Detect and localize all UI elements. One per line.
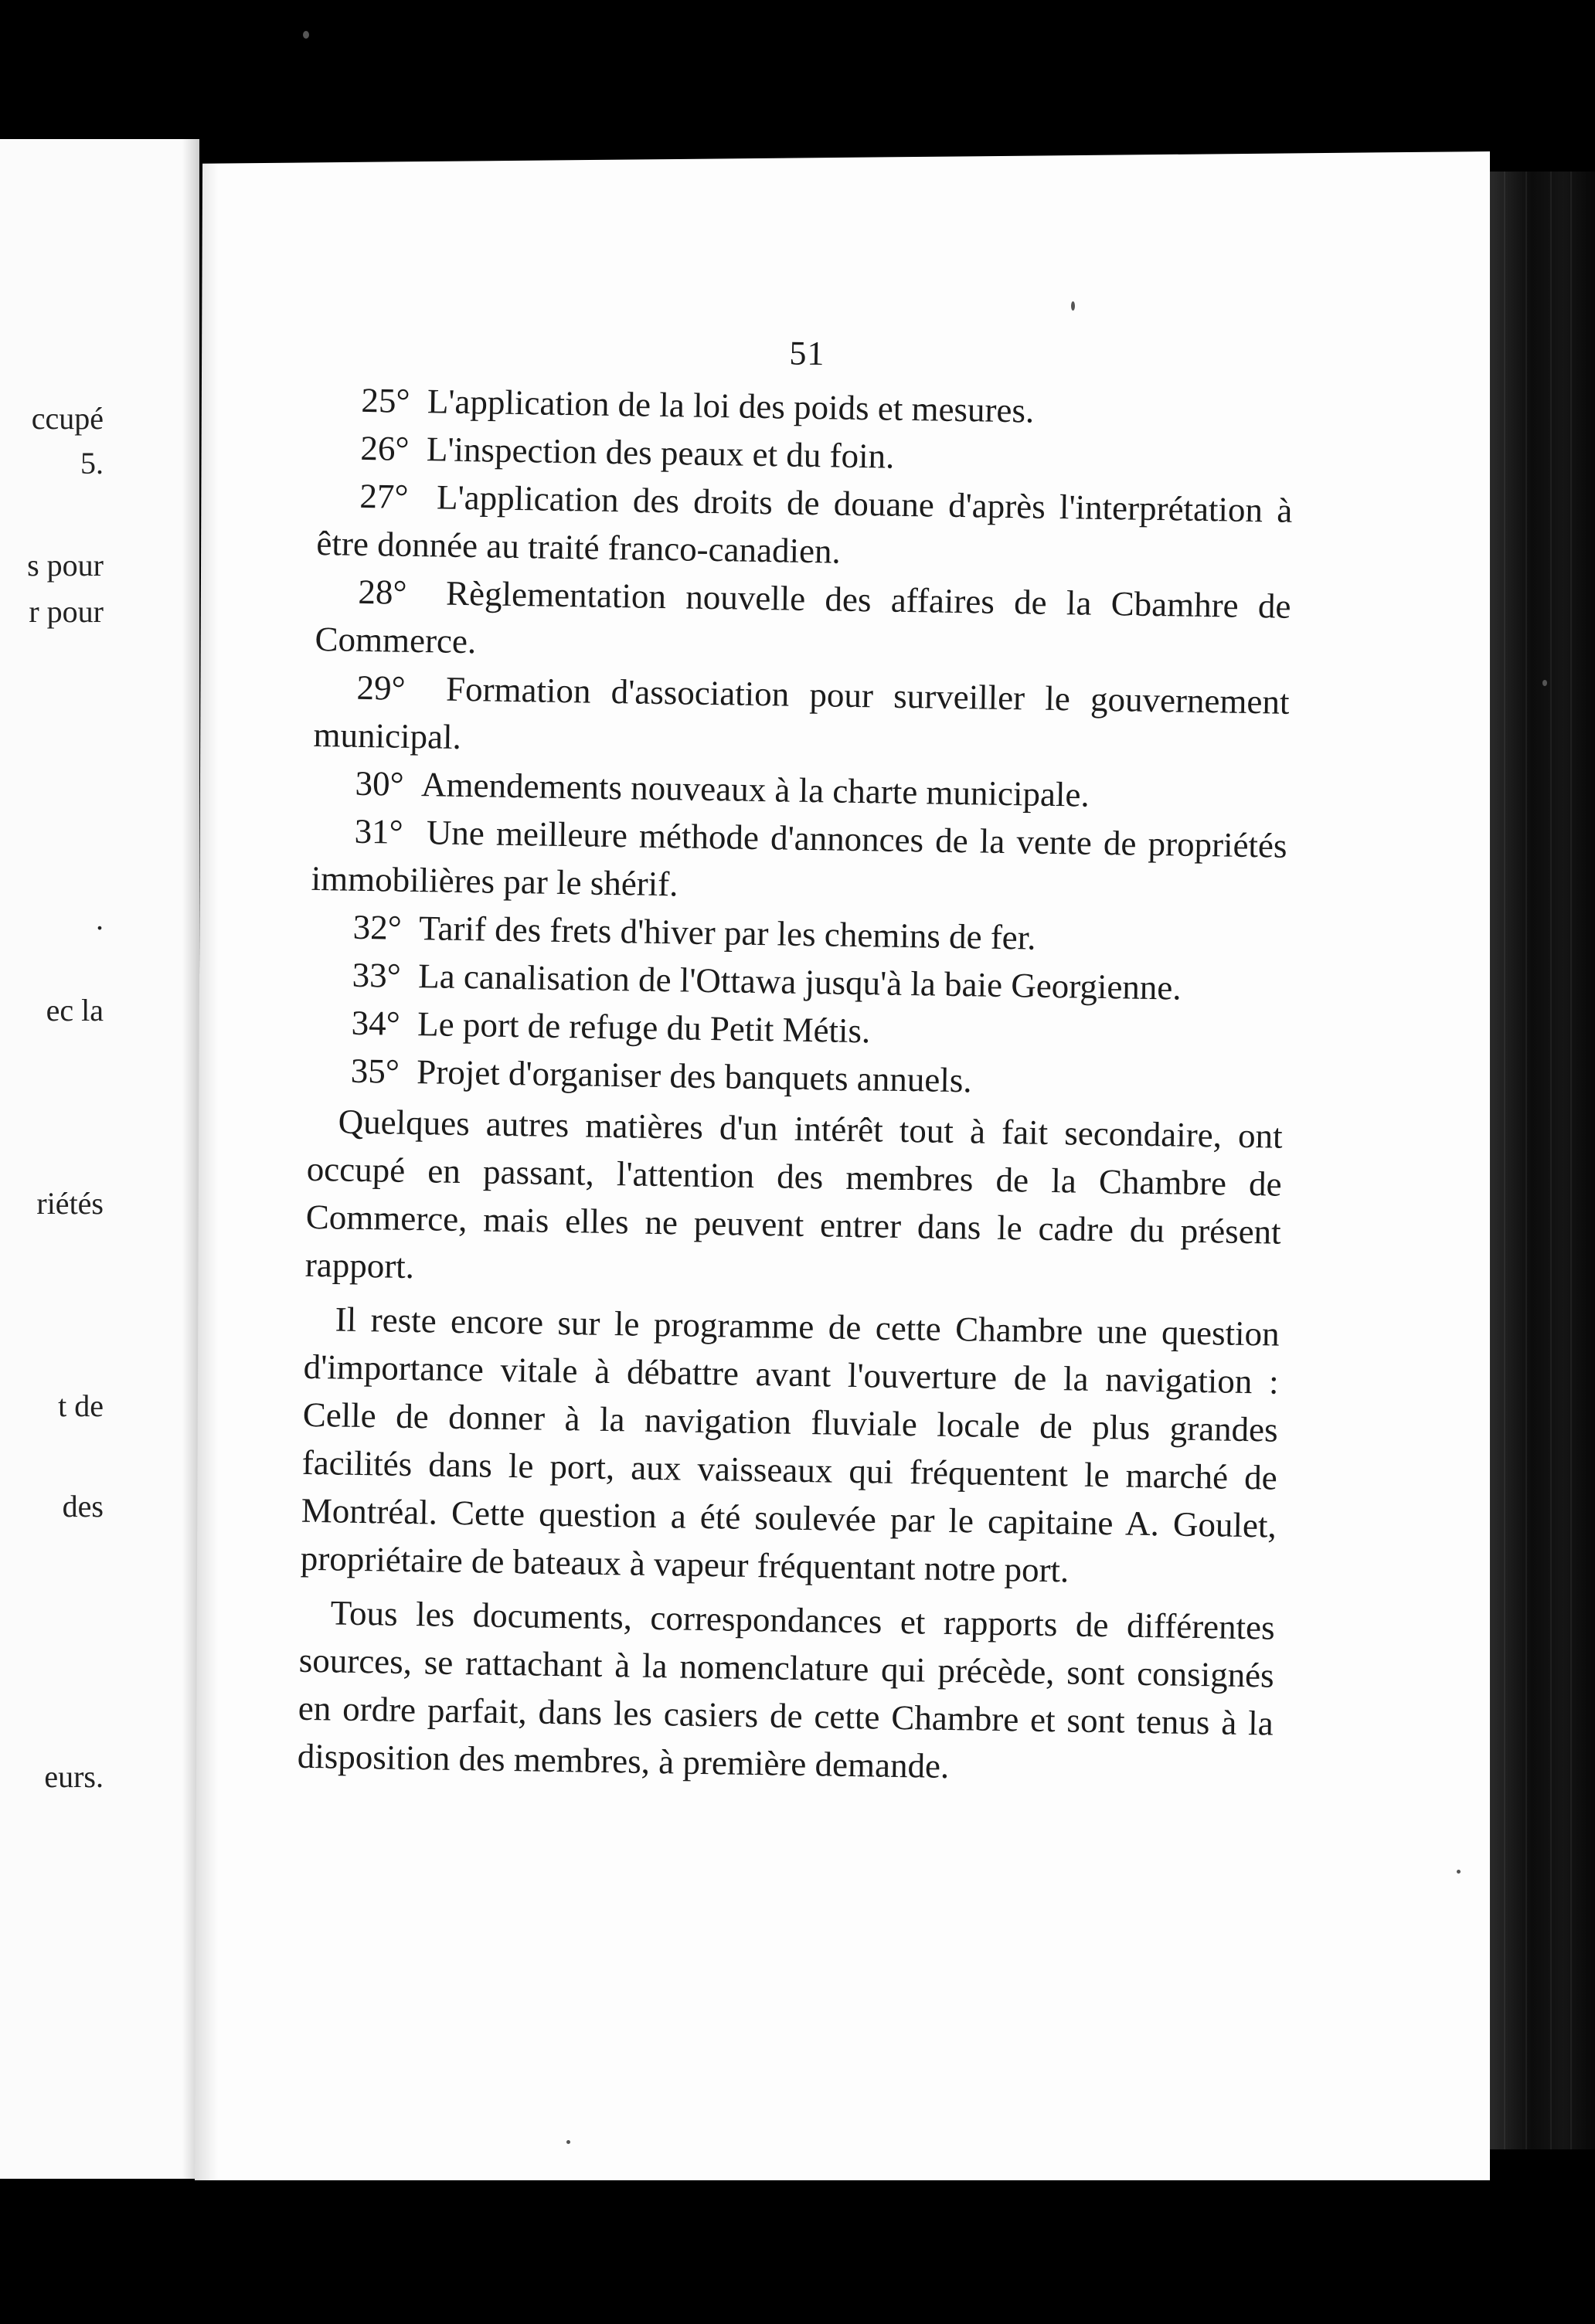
page-text bbox=[297, 323, 1294, 1796]
item-number: 33° bbox=[352, 955, 402, 995]
left-page-line: . bbox=[96, 902, 104, 936]
left-page-line: s pour bbox=[27, 548, 104, 583]
left-page-line: 5. bbox=[80, 446, 104, 481]
item-number: 34° bbox=[351, 1003, 401, 1043]
left-page-fragment bbox=[0, 139, 199, 2179]
left-page-line: riétés bbox=[36, 1186, 104, 1221]
item-text: Tarif des frets d'hiver par les chemins de fer. bbox=[418, 909, 1036, 957]
left-page-line: ccupé bbox=[31, 401, 104, 436]
page-number: 51 bbox=[789, 334, 825, 373]
scan-speck bbox=[1071, 301, 1075, 311]
left-page-line: eurs. bbox=[44, 1759, 104, 1794]
item-number: 29° bbox=[356, 668, 406, 708]
list-item bbox=[311, 807, 1287, 918]
item-number: 28° bbox=[358, 572, 407, 612]
item-text: L'inspection des peaux et du foin. bbox=[426, 430, 895, 476]
scan-speck bbox=[1457, 1870, 1461, 1874]
left-page-line: des bbox=[62, 1489, 104, 1524]
body-paragraph: Tous les documents, correspondances et rapports de différentes sources, se rattachant à la nomenclature qui précède, sont consignés en ordre parfait, dans les casiers de cette Chambre et sont tenus à la disposition des membres, à première demande. bbox=[297, 1593, 1276, 1786]
left-page-line: ec la bbox=[46, 993, 104, 1028]
item-number: 27° bbox=[359, 476, 409, 516]
item-text: Une meilleure méthode d'annonces de la vente de propriétés immobilières par le shérif. bbox=[311, 813, 1287, 904]
body-paragraph: Quelques autres matières d'un intérêt tout à fait secondaire, ont occupé en passant, l'attention des membres de la Chambre de Commerce, mais elles ne peuvent entrer dans le cadre du présent rapport. bbox=[304, 1102, 1284, 1286]
list-item bbox=[315, 567, 1291, 678]
item-text: L'application de la loi des poids et mesures. bbox=[427, 382, 1035, 430]
scan-speck bbox=[566, 2140, 570, 2144]
list-item bbox=[316, 471, 1293, 583]
item-text: Formation d'association pour surveiller le gouvernement municipal. bbox=[313, 669, 1290, 756]
item-text: Règlementation nouvelle des affaires de la Cbamhre de Commerce. bbox=[315, 573, 1291, 661]
item-text: L'application des droits de douane d'après l'interprétation à être donnée au traité franco-canadien. bbox=[316, 477, 1293, 571]
item-number: 30° bbox=[355, 763, 405, 804]
scan-speck bbox=[303, 31, 309, 39]
item-number: 26° bbox=[360, 428, 410, 468]
item-text: La canalisation de l'Ottawa jusqu'à la baie Georgienne. bbox=[417, 956, 1182, 1007]
left-page-line: t de bbox=[58, 1388, 104, 1423]
page-stack-edge bbox=[1490, 172, 1595, 2149]
item-number: 35° bbox=[350, 1051, 400, 1091]
item-text: Amendements nouveaux à la charte municipale. bbox=[420, 765, 1090, 814]
item-text: Le port de refuge du Petit Métis. bbox=[417, 1004, 871, 1051]
list-item bbox=[313, 663, 1290, 774]
left-page-line: r pour bbox=[29, 594, 104, 629]
item-text: Projet d'organiser des banquets annuels. bbox=[416, 1052, 972, 1100]
scan-speck bbox=[1542, 680, 1547, 686]
item-number: 25° bbox=[361, 380, 410, 420]
item-number: 31° bbox=[354, 811, 404, 851]
body-paragraph: Il reste encore sur le programme de cette Chambre une question d'importance vitale à débattre avant l'ouverture de la navigation : Celle de donner à la navigation fluviale locale de plus grandes facilités dans le port, aux vaisseaux qui fréquentent le marché de Montréal. Cette question a été soulevée par le capitaine A. Goulet, propriétaire de bateaux à vapeur fréquentant notre port. bbox=[300, 1300, 1280, 1590]
item-number: 32° bbox=[352, 907, 403, 947]
